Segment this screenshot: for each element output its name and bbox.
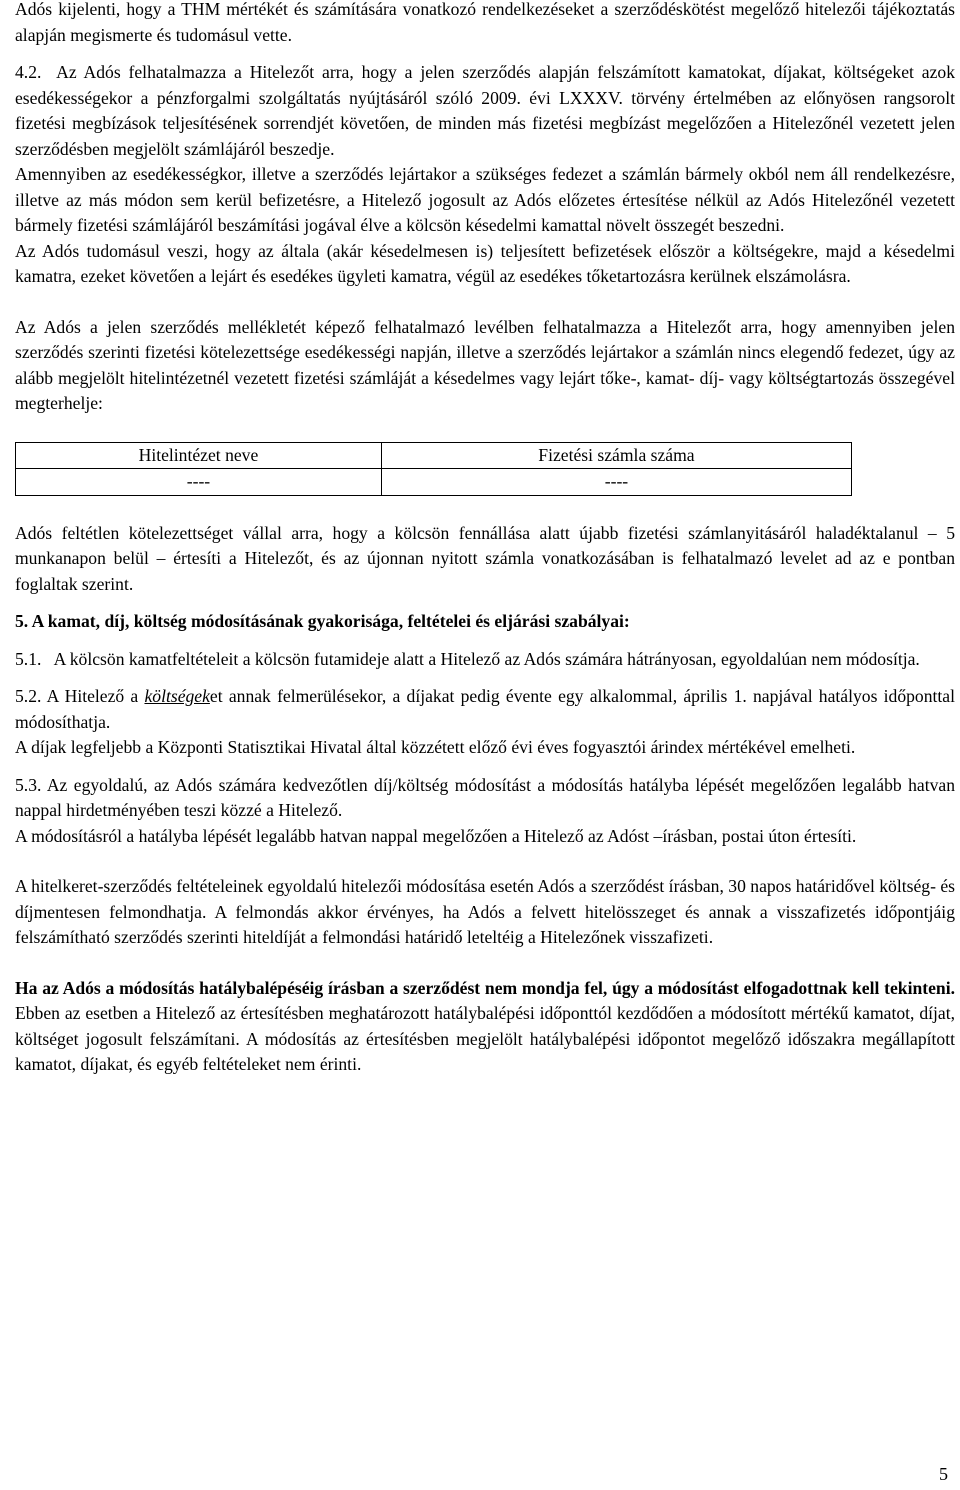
- document-page: [15, 0, 955, 1078]
- clause-number-4-2: 4.2.: [15, 62, 42, 82]
- table-cell-bank: ----: [16, 469, 382, 496]
- paragraph-5-3: [15, 773, 955, 824]
- clause-emphasis-koltsegek: költségek: [144, 686, 210, 706]
- clause-text-5-1: A kölcsön kamatfeltételeit a kölcsön futamideje alatt a Hitelező az Adós számára hátrányosan, egyoldalúan nem módosítja.: [53, 648, 920, 669]
- paragraph-szamlanyitas: Adós feltétlen kötelezettséget vállal arra, hogy a kölcsön fennállása alatt újabb fizetési számlanyitásáról haladéktalanul – 5 munkanapon belül – értesíti a Hitelezőt, és az újonnan nyitott számla vonatkozásában is felhatalmazó levelet ad az e pontban foglaltak szerint.: [15, 522, 955, 594]
- table-header-bank: Hitelintézet neve: [16, 442, 382, 469]
- clause-text-5-2a: A Hitelező a: [46, 686, 145, 706]
- section-5-title: 5. A kamat, díj, költség módosításának gyakorisága, feltételei és eljárási szabályai:: [15, 611, 630, 631]
- paragraph-felhatalmazo: Az Adós a jelen szerződés mellékletét képező felhatalmazó levélben felhatalmazza a Hitelezőt arra, hogy amennyiben jelen szerződés szerinti fizetési kötelezettsége esedékességi napján, illetve a szerződés lejártakor a számlán nincs elegendő fedezet, úgy az alább megjelölt hitelintézetnél vezetett fizetési számláját a késedelmes vagy lejárt tőke-, kamat- díj- vagy költségtartozás összegével megterhelje:: [15, 316, 955, 413]
- paragraph-5-1: [15, 647, 955, 673]
- paragraph-5-2: [15, 684, 955, 735]
- paragraph-4-2: [15, 60, 955, 162]
- paragraph-thm: Adós kijelenti, hogy a THM mértékét és számítására vonatkozó rendelkezéseket a szerződéskötést megelőző hitelezői tájékoztatás alapján megismerte és tudomásul vette.: [15, 0, 955, 45]
- paragraph-elfogadas-bold: Ha az Adós a módosítás hatálybalépéséig írásban a szerződést nem mondja fel, úgy a módosítást elfogadottnak kell tekinteni.: [15, 977, 955, 998]
- table-header-account: Fizetési számla száma: [381, 442, 851, 469]
- table-cell-account: ----: [381, 469, 851, 496]
- clause-text-5-2b: et annak felmerülésekor, a díjakat pedig évente egy alkalommal, április 1. napjával hatályos időponttal módosíthatja.: [15, 686, 955, 732]
- paragraph-5-2-dijak: A díjak legfeljebb a Központi Statisztikai Hivatal által közzétett előző évi éves fogyasztói árindex mértékével emelheti.: [15, 737, 856, 757]
- clause-text-4-2: Az Adós felhatalmazza a Hitelezőt arra, hogy a jelen szerződés alapján felszámított kamatokat, díjakat, költségeket azok esedékességekor a pénzforgalmi szolgáltatás nyújtásáról szóló 2009. évi LXXXV. törvény értelmében az előnyösen rangsorolt fizetési megbízások teljesítésének sorrendjét követően, de minden más fizetési megbízást megelőzően a Hitelezőnél vezetett jelen szerződésben megjelölt számlájáról beszedje.: [15, 62, 955, 159]
- paragraph-hitelkeret: A hitelkeret-szerződés feltételeinek egyoldalú hitelezői módosítása esetén Adós a szerződést írásban, 30 napos határidővel költség- és díjmentesen felmondhatja. A felmondás akkor érvényes, ha Adós a felvett hitelösszeget és annak a visszafizetés időpontjáig felszámítható szerződés szerinti hiteldíját a felmondási határidő leteltéig a Hitelezőnek visszafizeti.: [15, 876, 955, 947]
- clause-number-5-3: 5.3.: [15, 774, 42, 795]
- accounts-table: [15, 442, 852, 496]
- paragraph-elfogadas-rest: Ebben az esetben a Hitelező az értesítésben meghatározott hatálybalépési időponttól kezdődően a módosított mértékű kamatot, díjat, költséget jogosult felszámítani. A módosítás az értesítésben megjelölt hatálybalépési időpontot megelőző időszakra megállapított kamatot, díjakat, és egyéb feltételeket nem érinti.: [15, 1003, 955, 1074]
- table-row: [16, 469, 852, 496]
- clause-number-5-2: 5.2.: [15, 686, 42, 706]
- clause-number-5-1: 5.1.: [15, 648, 42, 669]
- clause-text-5-3a: Az egyoldalú, az Adós számára kedvezőtlen díj/költség módosítást a módosítás hatályba lépését megelőzően legalább hatvan nappal hirdetményében teszi közzé a Hitelező.: [15, 774, 955, 820]
- page-number: 5: [939, 1463, 948, 1484]
- paragraph-5-3-ertesites: A módosításról a hatályba lépését legalább hatvan nappal megelőzően a Hitelező az Adóst –írásban, postai úton értesíti.: [15, 825, 857, 846]
- paragraph-elszamolas: Az Adós tudomásul veszi, hogy az általa (akár késedelmesen is) teljesített befizetések először a költségekre, majd a késedelmi kamatra, ezeket követően a lejárt és esedékes ügyleti kamatra, végül az esedékes tőketartozásra kerülnek elszámolásra.: [15, 240, 955, 286]
- table-header-row: [16, 442, 852, 469]
- paragraph-fedezet: Amennyiben az esedékességkor, illetve a szerződés lejártakor a szükséges fedezet a számlán bármely okból nem áll rendelkezésre, illetve az más módon sem kerül befizetésre, a Hitelező jogosult az Adós előzetes értesítése nélkül az Adós Hitelezőnél vezetett bármely fizetési számlájáról beszámítási jogával élve a kölcsön késedelmi kamattal növelt összegét beszedni.: [15, 164, 955, 235]
- paragraph-elfogadas: [15, 976, 955, 1078]
